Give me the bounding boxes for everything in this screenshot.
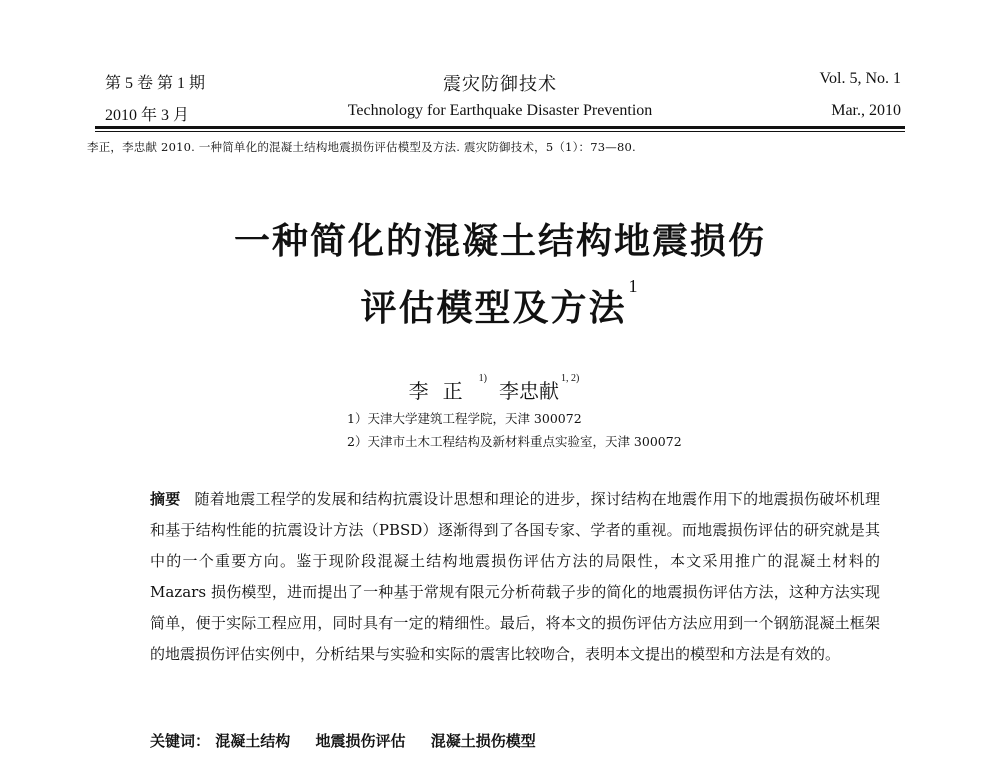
author-1: 李正 — [408, 379, 477, 403]
keywords-label: 关键词： — [150, 732, 211, 750]
header-row-1 — [95, 70, 905, 94]
journal-name-en: Technology for Earthquake Disaster Prevention — [347, 102, 653, 119]
date-en: Mar., 2010 — [831, 102, 901, 119]
citation-line: 李正，李忠献 2010. 一种简单化的混凝土结构地震损伤评估模型及方法. 震灾防御技术，5（1）：73—80. — [87, 140, 636, 154]
abstract-label: 摘要 — [150, 490, 181, 508]
keyword-1: 混凝土结构 — [215, 732, 291, 750]
author-1-affiliation-mark: 1) — [478, 373, 487, 384]
affiliation-2: 2）天津市土木工程结构及新材料重点实验室，天津 300072 — [347, 434, 682, 449]
paper-title-line-2-text: 评估模型及方法 — [360, 288, 627, 329]
paper-title-line-1: 一种简化的混凝土结构地震损伤 — [233, 221, 766, 262]
volume-issue-en: Vol. 5, No. 1 — [819, 70, 901, 87]
header-row-2 — [95, 102, 905, 126]
affiliation-1: 1）天津大学建筑工程学院，天津 300072 — [347, 411, 582, 426]
header-rule-thin — [95, 131, 905, 132]
author-2-affiliation-mark: 1, 2) — [561, 373, 580, 384]
title-footnote-mark: 1 — [628, 276, 640, 296]
date-cn: 2010 年 3 月 — [105, 107, 190, 124]
volume-issue-cn: 第 5 卷 第 1 期 — [105, 75, 206, 92]
header-rule-thick — [95, 126, 905, 129]
author-list — [0, 375, 1000, 404]
keyword-3: 混凝土损伤模型 — [430, 732, 536, 750]
journal-header — [95, 0, 905, 132]
abstract-text: 随着地震工程学的发展和结构抗震设计思想和理论的进步，探讨结构在地震作用下的地震损伤破坏机理和基于结构性能的抗震设计方法（PBSD）逐渐得到了各国专家、学者的重视。而地震损伤评估的研究就是其中的一个重要方向。鉴于现阶段混凝土结构地震损伤评估方法的局限性，本文采用推广的混凝土材料的 Mazars 损伤模型，进而提出了一种基于常规有限元分析荷载子步的简化的地震损伤评估方法，这种方法实现简单，便于实际工程应用，同时具有一定的精细性。最后，将本文的损伤评估方法应用到一个钢筋混凝土框架的地震损伤评估实例中，分析结果与实验和实际的震害比较吻合，表明本文提出的模型和方法是有效的。 — [150, 490, 880, 663]
keyword-2: 地震损伤评估 — [315, 732, 406, 750]
journal-name-cn: 震灾防御技术 — [443, 74, 557, 94]
abstract — [150, 484, 880, 670]
keywords — [150, 730, 556, 751]
author-2: 李忠献 — [499, 379, 559, 403]
paper-title-line-2 — [0, 276, 1000, 331]
